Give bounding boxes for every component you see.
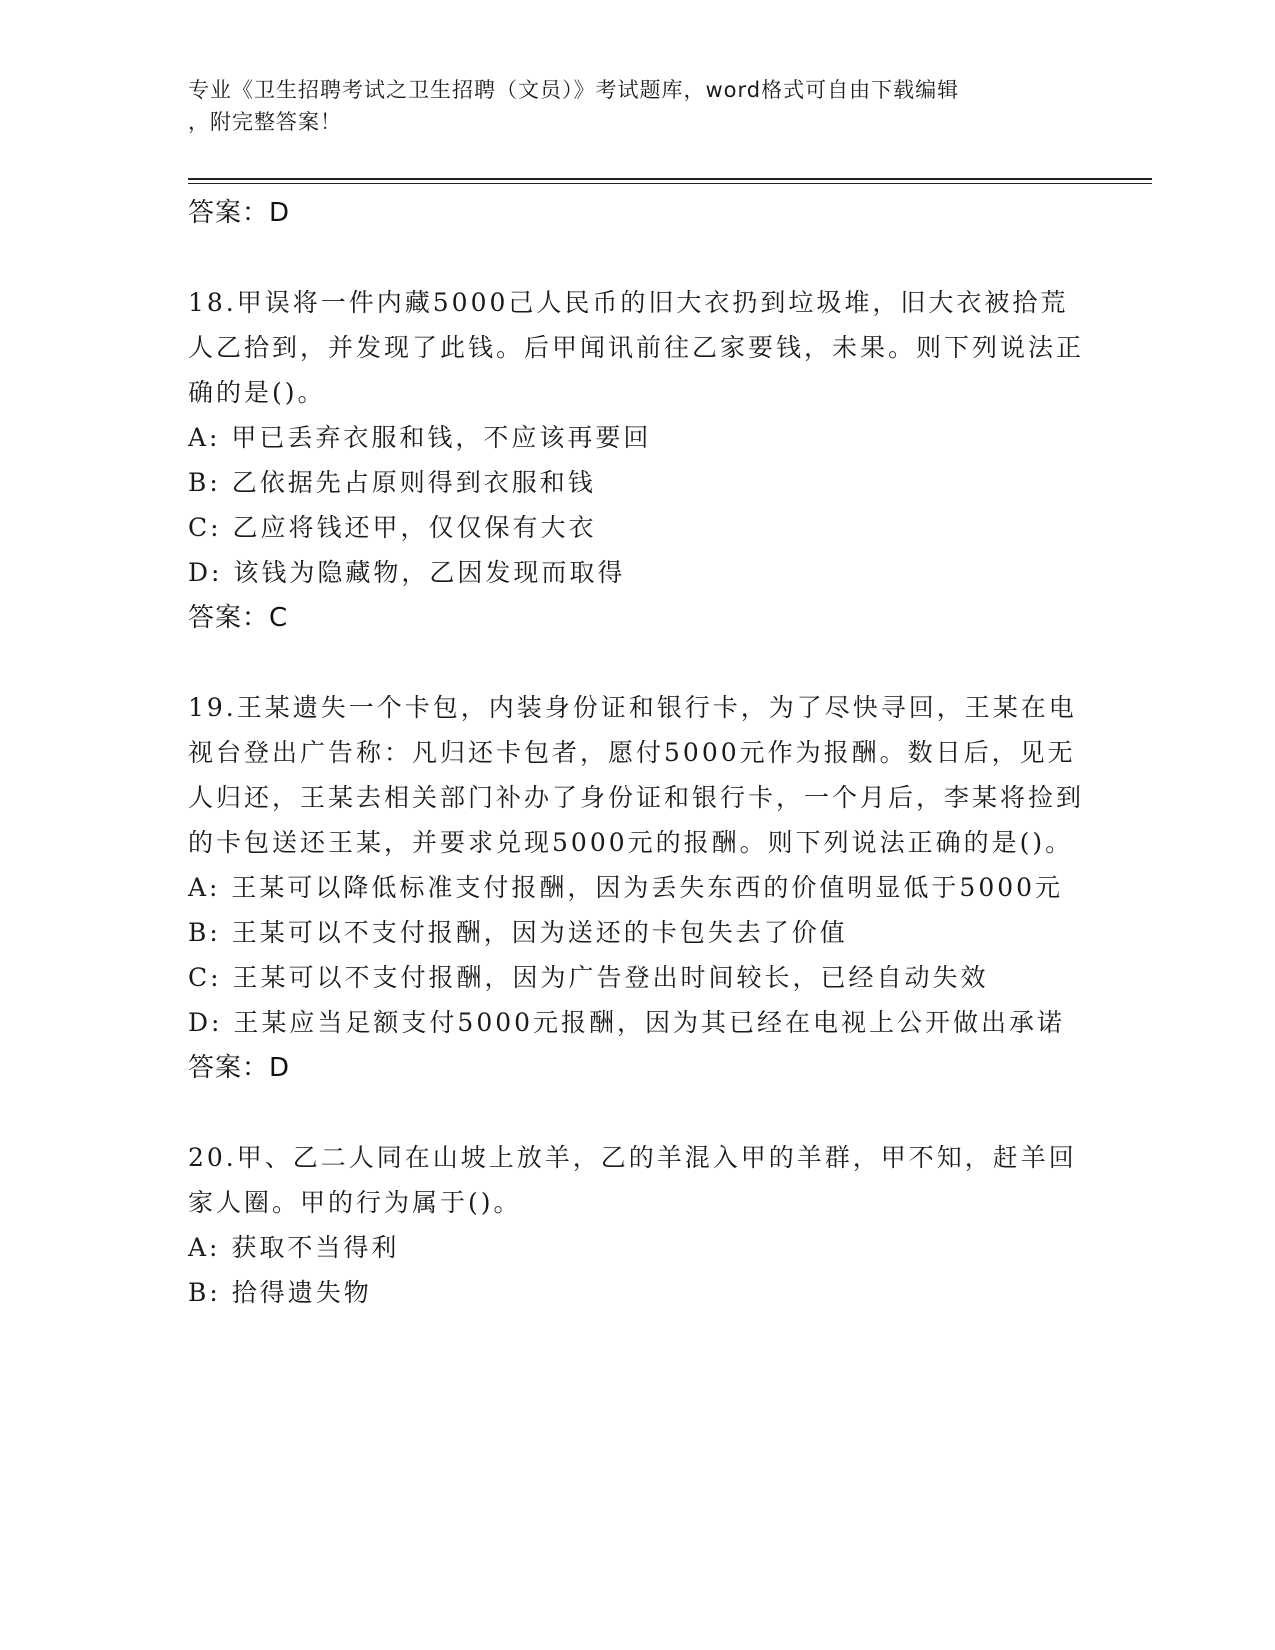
- option-a: A: 甲已丢弃衣服和钱，不应该再要回: [188, 423, 652, 452]
- header-line-2: ，附完整答案！: [188, 110, 342, 134]
- option-a: A: 获取不当得利: [188, 1233, 400, 1262]
- option-a: A: 王某可以降低标准支付报酬，因为丢失东西的价值明显低于5000元: [188, 873, 1064, 902]
- document-body: [188, 190, 1088, 1315]
- question-stem: 20.甲、乙二人同在山坡上放羊，乙的羊混入甲的羊群，甲不知，赶羊回家人圈。甲的行为属于()。: [188, 1143, 1077, 1217]
- header-line-1: 专业《卫生招聘考试之卫生招聘（文员）》考试题库，word格式可自由下载编辑: [188, 78, 960, 102]
- question-20: [188, 1135, 1088, 1315]
- question-stem: 19.王某遗失一个卡包，内装身份证和银行卡，为了尽快寻回，王某在电视台登出广告称：凡归还卡包者，愿付5000元作为报酬。数日后，见无人归还，王某去相关部门补办了身份证和银行卡，一个月后，李某将捡到的卡包送还王某，并要求兑现5000元的报酬。则下列说法正确的是()。: [188, 693, 1085, 857]
- answer-line: 答案：D: [188, 1053, 291, 1083]
- header-rule-thick: [188, 178, 1152, 180]
- header-rule-thin: [188, 183, 1152, 184]
- answer-line: 答案：D: [188, 198, 291, 228]
- option-d: D: 该钱为隐藏物，乙因发现而取得: [188, 558, 626, 587]
- question-19: [188, 685, 1088, 1091]
- option-b: B: 王某可以不支付报酬，因为送还的卡包失去了价值: [188, 918, 848, 947]
- question-18: [188, 280, 1088, 641]
- option-b: B: 乙依据先占原则得到衣服和钱: [188, 468, 596, 497]
- question-stem: 18.甲误将一件内藏5000己人民币的旧大衣扔到垃圾堆，旧大衣被拾荒人乙拾到，并发现了此钱。后甲闻讯前往乙家要钱，未果。则下列说法正确的是()。: [188, 288, 1085, 407]
- option-d: D: 王某应当足额支付5000元报酬，因为其已经在电视上公开做出承诺: [188, 1008, 1066, 1037]
- option-b: B: 拾得遗失物: [188, 1278, 372, 1307]
- option-c: C: 王某可以不支付报酬，因为广告登出时间较长，已经自动失效: [188, 963, 989, 992]
- option-c: C: 乙应将钱还甲，仅仅保有大衣: [188, 513, 597, 542]
- answer-line: 答案：C: [188, 603, 289, 633]
- document-header: [188, 74, 1068, 138]
